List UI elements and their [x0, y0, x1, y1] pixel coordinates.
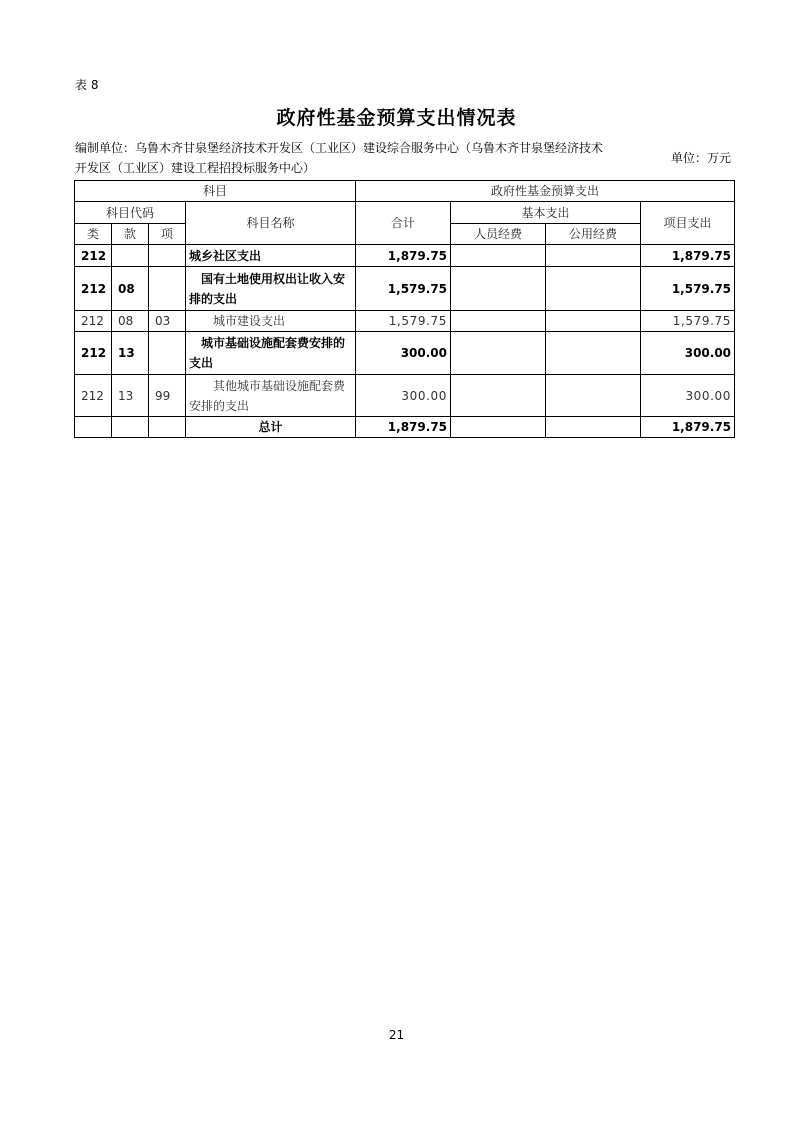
cell-item: [149, 417, 186, 438]
cell-total: 1,879.75: [356, 245, 451, 267]
cell-project: 300.00: [641, 332, 735, 375]
cell-project: 1,579.75: [641, 267, 735, 311]
cell-total: 1,579.75: [356, 311, 451, 332]
page-title: 政府性基金预算支出情况表: [276, 107, 517, 129]
cell-personnel: [451, 311, 546, 332]
cell-public: [546, 332, 641, 375]
cell-section: 13: [112, 332, 149, 375]
header-subject-name: 科目名称: [186, 202, 356, 245]
cell-item: [149, 245, 186, 267]
cell-category: 212: [75, 267, 112, 311]
cell-personnel: [451, 245, 546, 267]
cell-personnel: [451, 417, 546, 438]
cell-public: [546, 267, 641, 311]
cell-item: 03: [149, 311, 186, 332]
header-category: 类: [75, 224, 112, 245]
cell-subject-name: 城乡社区支出: [186, 245, 356, 267]
table-row: [75, 375, 735, 417]
cell-personnel: [451, 375, 546, 417]
compiler-unit-line-1: 编制单位：乌鲁木齐甘泉堡经济技术开发区（工业区）建设综合服务中心（乌鲁木齐甘泉堡经济技术: [75, 141, 604, 155]
cell-public: [546, 417, 641, 438]
cell-public: [546, 245, 641, 267]
cell-total: 300.00: [356, 375, 451, 417]
header-personnel: 人员经费: [451, 224, 546, 245]
cell-section: 13: [112, 375, 149, 417]
header-section: 款: [112, 224, 149, 245]
table-row: [75, 245, 735, 267]
cell-public: [546, 375, 641, 417]
total-row: [75, 417, 735, 438]
cell-section: [112, 245, 149, 267]
header-row-1: [75, 181, 735, 202]
header-item: 项: [149, 224, 186, 245]
cell-subject-name: 其他城市基础设施配套费安排的支出: [186, 375, 356, 417]
header-subject: 科目: [75, 181, 356, 202]
header-row-2: [75, 202, 735, 224]
cell-category: 212: [75, 332, 112, 375]
cell-section: 08: [112, 311, 149, 332]
cell-project: 300.00: [641, 375, 735, 417]
cell-item: 99: [149, 375, 186, 417]
cell-item: [149, 267, 186, 311]
header-fund-expenditure: 政府性基金预算支出: [356, 181, 735, 202]
cell-total: 300.00: [356, 332, 451, 375]
cell-category: 212: [75, 311, 112, 332]
cell-item: [149, 332, 186, 375]
header-basic-expenditure: 基本支出: [451, 202, 641, 224]
cell-personnel: [451, 332, 546, 375]
cell-category: 212: [75, 245, 112, 267]
cell-total: 1,579.75: [356, 267, 451, 311]
cell-category: 212: [75, 375, 112, 417]
header-public: 公用经费: [546, 224, 641, 245]
cell-subject-name: 城市基础设施配套费安排的支出: [186, 332, 356, 375]
page-number: 21: [388, 1028, 405, 1042]
grand-total-amount: 1,879.75: [356, 417, 451, 438]
table-row: [75, 267, 735, 311]
cell-project: 1,879.75: [641, 245, 735, 267]
cell-section: [112, 417, 149, 438]
table-row: [75, 332, 735, 375]
header-project-expenditure: 项目支出: [641, 202, 735, 245]
cell-subject-name: 国有土地使用权出让收入安排的支出: [186, 267, 356, 311]
table-row: [75, 311, 735, 332]
cell-subject-name: 城市建设支出: [186, 311, 356, 332]
header-total: 合计: [356, 202, 451, 245]
cell-project: 1,579.75: [641, 311, 735, 332]
fund-expenditure-table: [74, 180, 735, 438]
header-subject-code: 科目代码: [75, 202, 186, 224]
cell-public: [546, 311, 641, 332]
table-number-label: 表 8: [75, 78, 99, 92]
currency-unit-label: 单位：万元: [670, 151, 731, 165]
cell-category: [75, 417, 112, 438]
compiler-unit-line-2: 开发区（工业区）建设工程招投标服务中心）: [75, 161, 316, 175]
grand-total-label: 总计: [186, 417, 356, 438]
cell-personnel: [451, 267, 546, 311]
cell-section: 08: [112, 267, 149, 311]
grand-total-project: 1,879.75: [641, 417, 735, 438]
